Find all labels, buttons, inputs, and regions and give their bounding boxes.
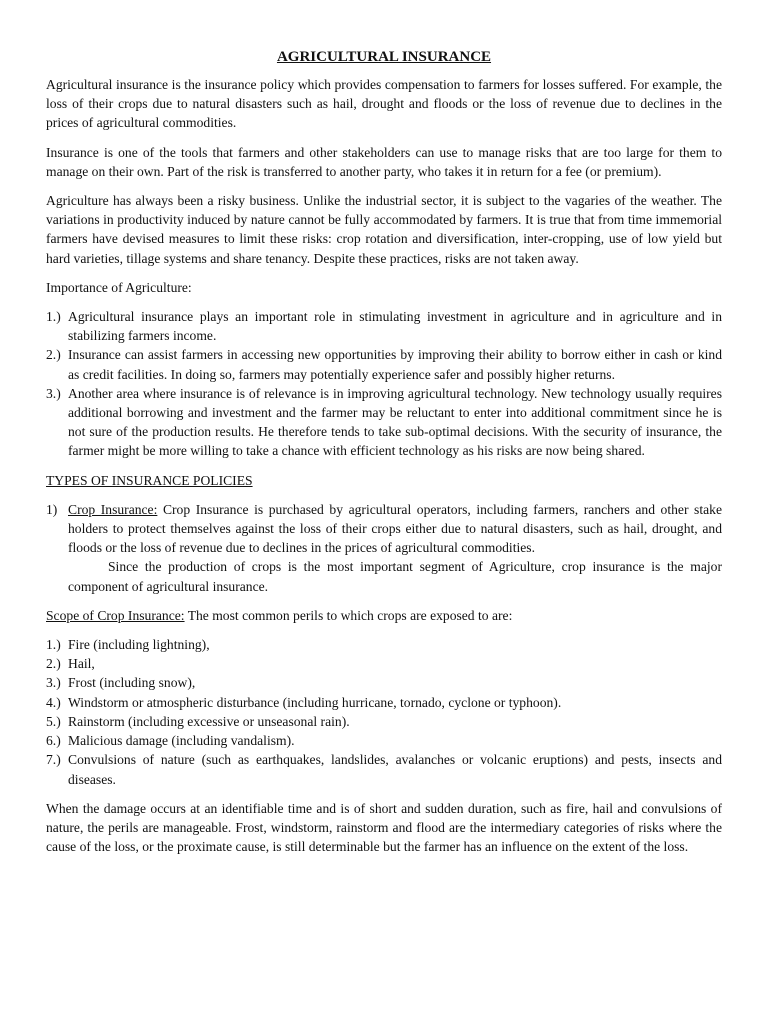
list-item-text: Convulsions of nature (such as earthquakes, landslides, avalanches or volcanic eruptions) and pests, insects and diseases.	[68, 752, 722, 787]
intro-paragraph: Agricultural insurance is the insurance policy which provides compensation to farmers for losses suffered. For example, the loss of their crops due to natural disasters such as hail, drought and floods or the loss of revenue due to declines in the prices of agricultural commodities.	[46, 77, 722, 131]
perils-list	[46, 635, 722, 789]
list-item	[46, 673, 722, 692]
list-item-text: Frost (including snow),	[68, 675, 196, 691]
list-item	[46, 731, 722, 750]
list-item-text: Windstorm or atmospheric disturbance (including hurricane, tornado, cyclone or typhoon).	[68, 694, 562, 710]
list-item-text: Another area where insurance is of relevance is in improving agricultural technology. New technology usually requires additional borrowing and investment and the farmer may be reluctant to enter into additional commitment since he is not sure of the production results. He therefore tends to take sub-optimal decisions. With the security of insurance, the farmer might be more willing to take a chance with efficient technology as his risks are now being shared.	[68, 385, 722, 459]
list-item-text: Hail,	[68, 656, 95, 672]
document-body	[46, 47, 722, 866]
scope-label: Scope of Crop Insurance:	[46, 607, 185, 623]
crop-insurance-followup: Since the production of crops is the most important segment of Agriculture, crop insurance is the major component of agricultural insurance.	[68, 559, 722, 594]
list-item	[46, 654, 722, 673]
list-item	[46, 635, 722, 654]
list-marker: 2.)	[46, 347, 61, 363]
tools-paragraph: Insurance is one of the tools that farmers and other stakeholders can use to manage risks that are too large for them to manage on their own. Part of the risk is transferred to another party, who takes it in return for a fee (or premium).	[46, 144, 722, 179]
list-item-text: Rainstorm (including excessive or unseasonal rain).	[68, 713, 350, 729]
list-marker: 4.)	[46, 694, 61, 710]
types-heading: TYPES OF INSURANCE POLICIES	[46, 472, 253, 488]
list-item	[46, 384, 722, 461]
list-item-text: Fire (including lightning),	[68, 637, 210, 653]
list-marker: 6.)	[46, 733, 61, 749]
list-marker: 3.)	[46, 675, 61, 691]
scope-paragraph	[46, 606, 722, 625]
list-marker: 1.)	[46, 637, 61, 653]
list-item	[46, 750, 722, 788]
document-title: AGRICULTURAL INSURANCE	[276, 49, 492, 65]
crop-insurance-text: Crop Insurance is purchased by agricultural operators, including farmers, ranchers and other stake holders to protect themselves against the loss of their crops either due to natural disasters, such as hail, drought, and floods or the loss of revenue due to declines in the prices of agricultural commodities.	[68, 501, 722, 556]
closing-paragraph: When the damage occurs at an identifiable time and is of short and sudden duration, such as fire, hail and convulsions of nature, the perils are manageable. Frost, windstorm, rainstorm and flood are the intermediary categories of risks where the cause of the loss, or the proximate cause, is still determinable but the farmer has an influence on the extent of the loss.	[46, 800, 722, 855]
types-list	[46, 500, 722, 558]
crop-insurance-label: Crop Insurance:	[68, 501, 158, 517]
list-item-text: Insurance can assist farmers in accessing new opportunities by improving their ability to borrow either in cash or kind as credit facilities. In doing so, farmers may potentially experience safer and possibly higher returns.	[68, 347, 722, 382]
scope-text: The most common perils to which crops are exposed to are:	[184, 607, 513, 623]
list-item-text: Agricultural insurance plays an important role in stimulating investment in agriculture and in agriculture and in stabilizing farmers income.	[68, 309, 722, 344]
list-item	[46, 693, 722, 712]
list-item	[46, 500, 722, 558]
risk-paragraph: Agriculture has always been a risky business. Unlike the industrial sector, it is subject to the vagaries of the weather. The variations in productivity induced by nature cannot be fully accommodated by farmers. It is true that from time immemorial farmers have devised measures to limit these risks: crop rotation and diversification, inter-cropping, use of low yield but hard varieties, tillage systems and share tenancy. Despite these practices, risks are not taken away.	[46, 193, 722, 266]
list-marker: 1.)	[46, 309, 61, 325]
list-item	[46, 712, 722, 731]
list-marker: 1)	[46, 501, 58, 517]
importance-heading: Importance of Agriculture:	[46, 279, 192, 295]
list-marker: 7.)	[46, 752, 61, 768]
list-marker: 2.)	[46, 656, 61, 672]
list-marker: 5.)	[46, 713, 61, 729]
importance-list	[46, 307, 722, 461]
list-item-text: Malicious damage (including vandalism).	[68, 733, 295, 749]
list-item	[46, 307, 722, 345]
list-item	[46, 345, 722, 383]
list-marker: 3.)	[46, 385, 61, 401]
